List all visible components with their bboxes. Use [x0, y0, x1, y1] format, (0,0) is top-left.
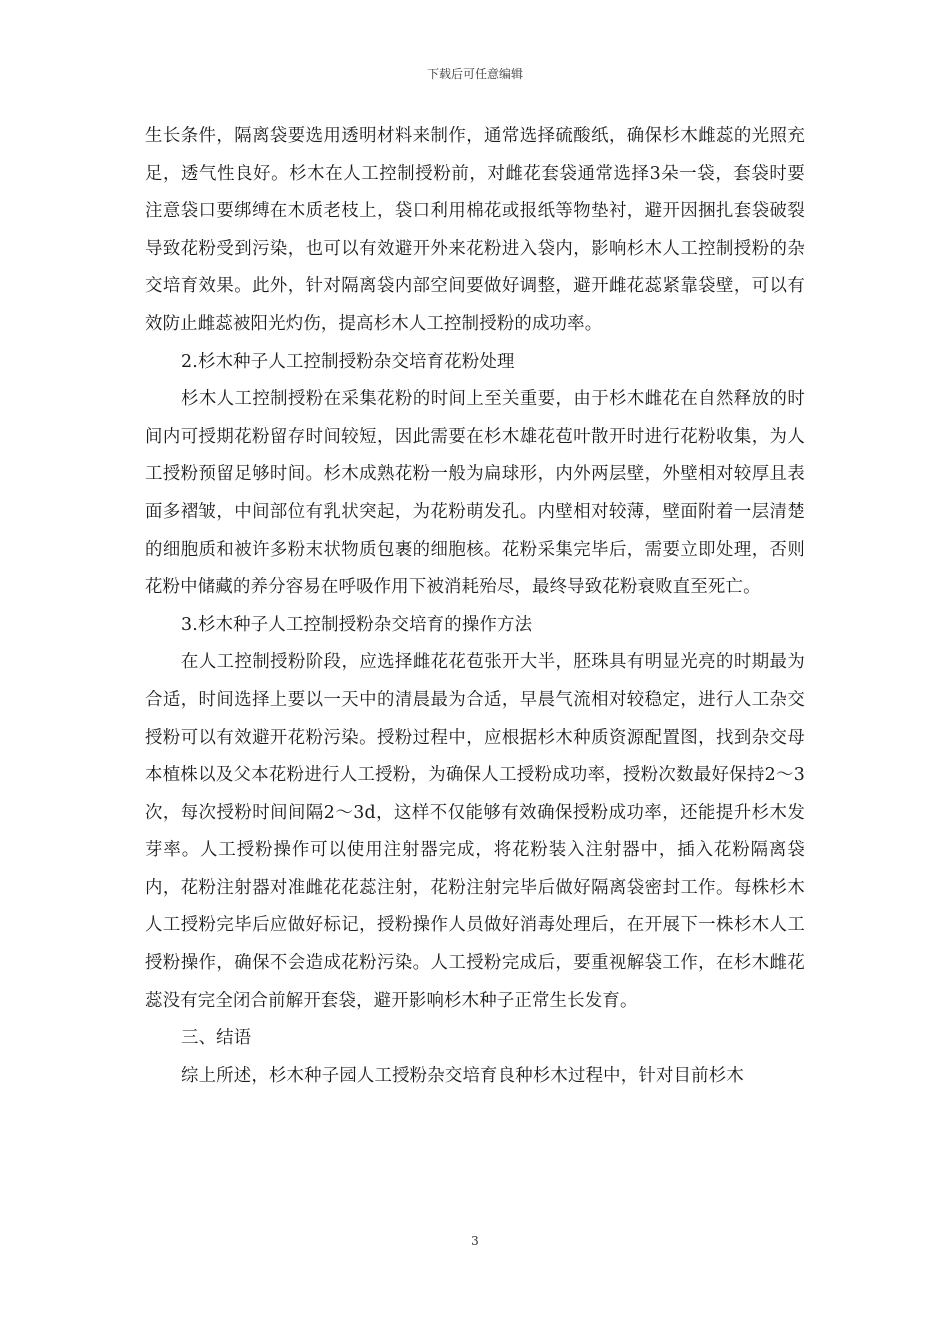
section-heading-conclusion: 三、结语 [181, 1028, 252, 1049]
paragraph-conclusion: 综上所述，杉木种子园人工授粉杂交培育良种杉木过程中，针对目前杉木 [181, 1065, 744, 1086]
document-body [145, 118, 805, 1095]
paragraph-isolation-bag: 生长条件，隔离袋要选用透明材料来制作，通常选择硫酸纸，确保杉木雌蕊的光照充足，透气性良好。杉木在人工控制授粉前，对雌花套袋通常选择3朵一袋，套袋时要注意袋口要绑缚在木质老枝上，袋口利用棉花或报纸等物垫衬，避开因捆扎套袋破裂导致花粉受到污染，也可以有效避开外来花粉进入袋内，影响杉木人工控制授粉的杂交培育效果。此外，针对隔离袋内部空间要做好调整，避开雌花蕊紧靠袋壁，可以有效防止雌蕊被阳光灼伤，提高杉木人工控制授粉的成功率。 [145, 126, 805, 334]
section-heading-operation-method: 3.杉木种子人工控制授粉杂交培育的操作方法 [181, 614, 533, 635]
page-number: 3 [471, 1234, 479, 1248]
paragraph-operation-method: 在人工控制授粉阶段，应选择雌花花苞张开大半，胚珠具有明显光亮的时期最为合适，时间选择上要以一天中的清晨最为合适，早晨气流相对较稳定，进行人工杂交授粉可以有效避开花粉污染。授粉过程中，应根据杉木种质资源配置图，找到杂交母本植株以及父本花粉进行人工授粉，为确保人工授粉成功率，授粉次数最好保持2～3次，每次授粉时间间隔2～3d，这样不仅能够有效确保授粉成功率，还能提升杉木发芽率。人工授粉操作可以使用注射器完成，将花粉装入注射器中，插入花粉隔离袋内，花粉注射器对准雌花花蕊注射，花粉注射完毕后做好隔离袋密封工作。每株杉木人工授粉完毕后应做好标记，授粉操作人员做好消毒处理后，在开展下一株杉木人工授粉操作，确保不会造成花粉污染。人工授粉完成后，要重视解袋工作，在杉木雌花蕊没有完全闭合前解开套袋，避开影响杉木种子正常生长发育。 [145, 652, 805, 1011]
paragraph-pollen-processing: 杉木人工控制授粉在采集花粉的时间上至关重要，由于杉木雌花在自然释放的时间内可授期花粉留存时间较短，因此需要在杉木雄花苞叶散开时进行花粉收集，为人工授粉预留足够时间。杉木成熟花粉一般为扁球形，内外两层壁，外壁相对较厚且表面多褶皱，中间部位有乳状突起，为花粉萌发孔。内壁相对较薄，壁面附着一层清楚的细胞质和被许多粉末状物质包裹的细胞核。花粉采集完毕后，需要立即处理，否则花粉中储藏的养分容易在呼吸作用下被消耗殆尽，最终导致花粉衰败直至死亡。 [145, 389, 805, 598]
section-heading-pollen-processing: 2.杉木种子人工控制授粉杂交培育花粉处理 [181, 351, 515, 372]
page-header: 下载后可任意编辑 [426, 67, 523, 81]
